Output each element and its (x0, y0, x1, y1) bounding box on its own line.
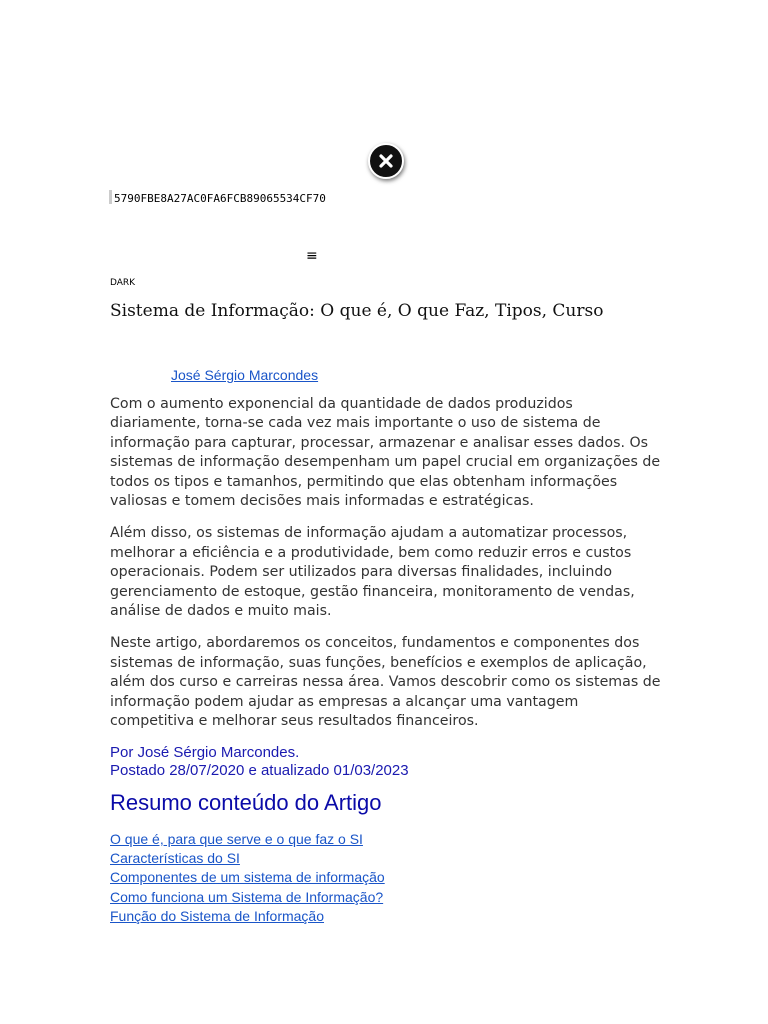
author-link[interactable]: José Sérgio Marcondes (171, 367, 319, 383)
tracking-code: 5790FBE8A27AC0FA6FCB89065534CF70 (114, 192, 326, 205)
toc-item (110, 907, 385, 926)
toc-link[interactable]: Como funciona um Sistema de Informação? (110, 888, 384, 905)
dark-mode-toggle[interactable]: DARK (110, 278, 136, 288)
toc-link[interactable]: O que é, para que serve e o que faz o SI (110, 831, 363, 847)
article-paragraph: Com o aumento exponencial da quantidade de dados produzidos diariamente, torna-se cada vez mais importante o uso de sistema de informação para capturar, processar, armazenar e analisar esses dados. Os sistemas de informação desempenham um papel crucial em organizações de todos os tipos e tamanhos, permitindo que elas obtenham informações valiosas e tomem decisões mais informadas e estratégicas. (110, 396, 661, 510)
close-popup-button[interactable] (368, 143, 404, 179)
toc-link[interactable]: Características do SI (110, 850, 240, 867)
toc-list (110, 830, 385, 926)
byline-dates: Postado 28/07/2020 e atualizado 01/03/2023 (110, 762, 409, 779)
byline (110, 744, 409, 780)
tracking-code-line (109, 190, 326, 205)
page-title: Sistema de Informação: O que é, O que Faz, Tipos, Curso (110, 301, 604, 321)
toc-item (110, 830, 385, 849)
article-paragraph: Além disso, os sistemas de informação ajudam a automatizar processos, melhorar a eficiência e a produtividade, bem como reduzir erros e custos operacionais. Podem ser utilizados para diversas finalidades, incluindo gerenciamento de estoque, gestão financeira, monitoramento de vendas, análise de dados e muito mais. (110, 525, 635, 620)
toc-link[interactable]: Componentes de um sistema de informação (110, 869, 385, 886)
toc-heading: Resumo conteúdo do Artigo (110, 790, 382, 815)
toc-link[interactable]: Função do Sistema de Informação (110, 907, 325, 924)
toc-item (110, 868, 385, 887)
article-paragraph: Neste artigo, abordaremos os conceitos, fundamentos e componentes dos sistemas de informação, suas funções, benefícios e exemplos de aplicação, além dos curso e carreiras nessa área. Vamos descobrir como os sistemas de informação podem ajudar as empresas a alcançar uma vantagem competitiva e melhorar seus resultados financeiros. (110, 635, 661, 730)
byline-author: Por José Sérgio Marcondes. (110, 744, 300, 761)
toc-item (110, 849, 385, 868)
menu-icon[interactable]: ≡ (306, 248, 318, 264)
article-body (110, 395, 665, 745)
close-x-icon (378, 153, 394, 169)
toc-item (110, 888, 385, 907)
text-cursor-bar (109, 190, 112, 204)
